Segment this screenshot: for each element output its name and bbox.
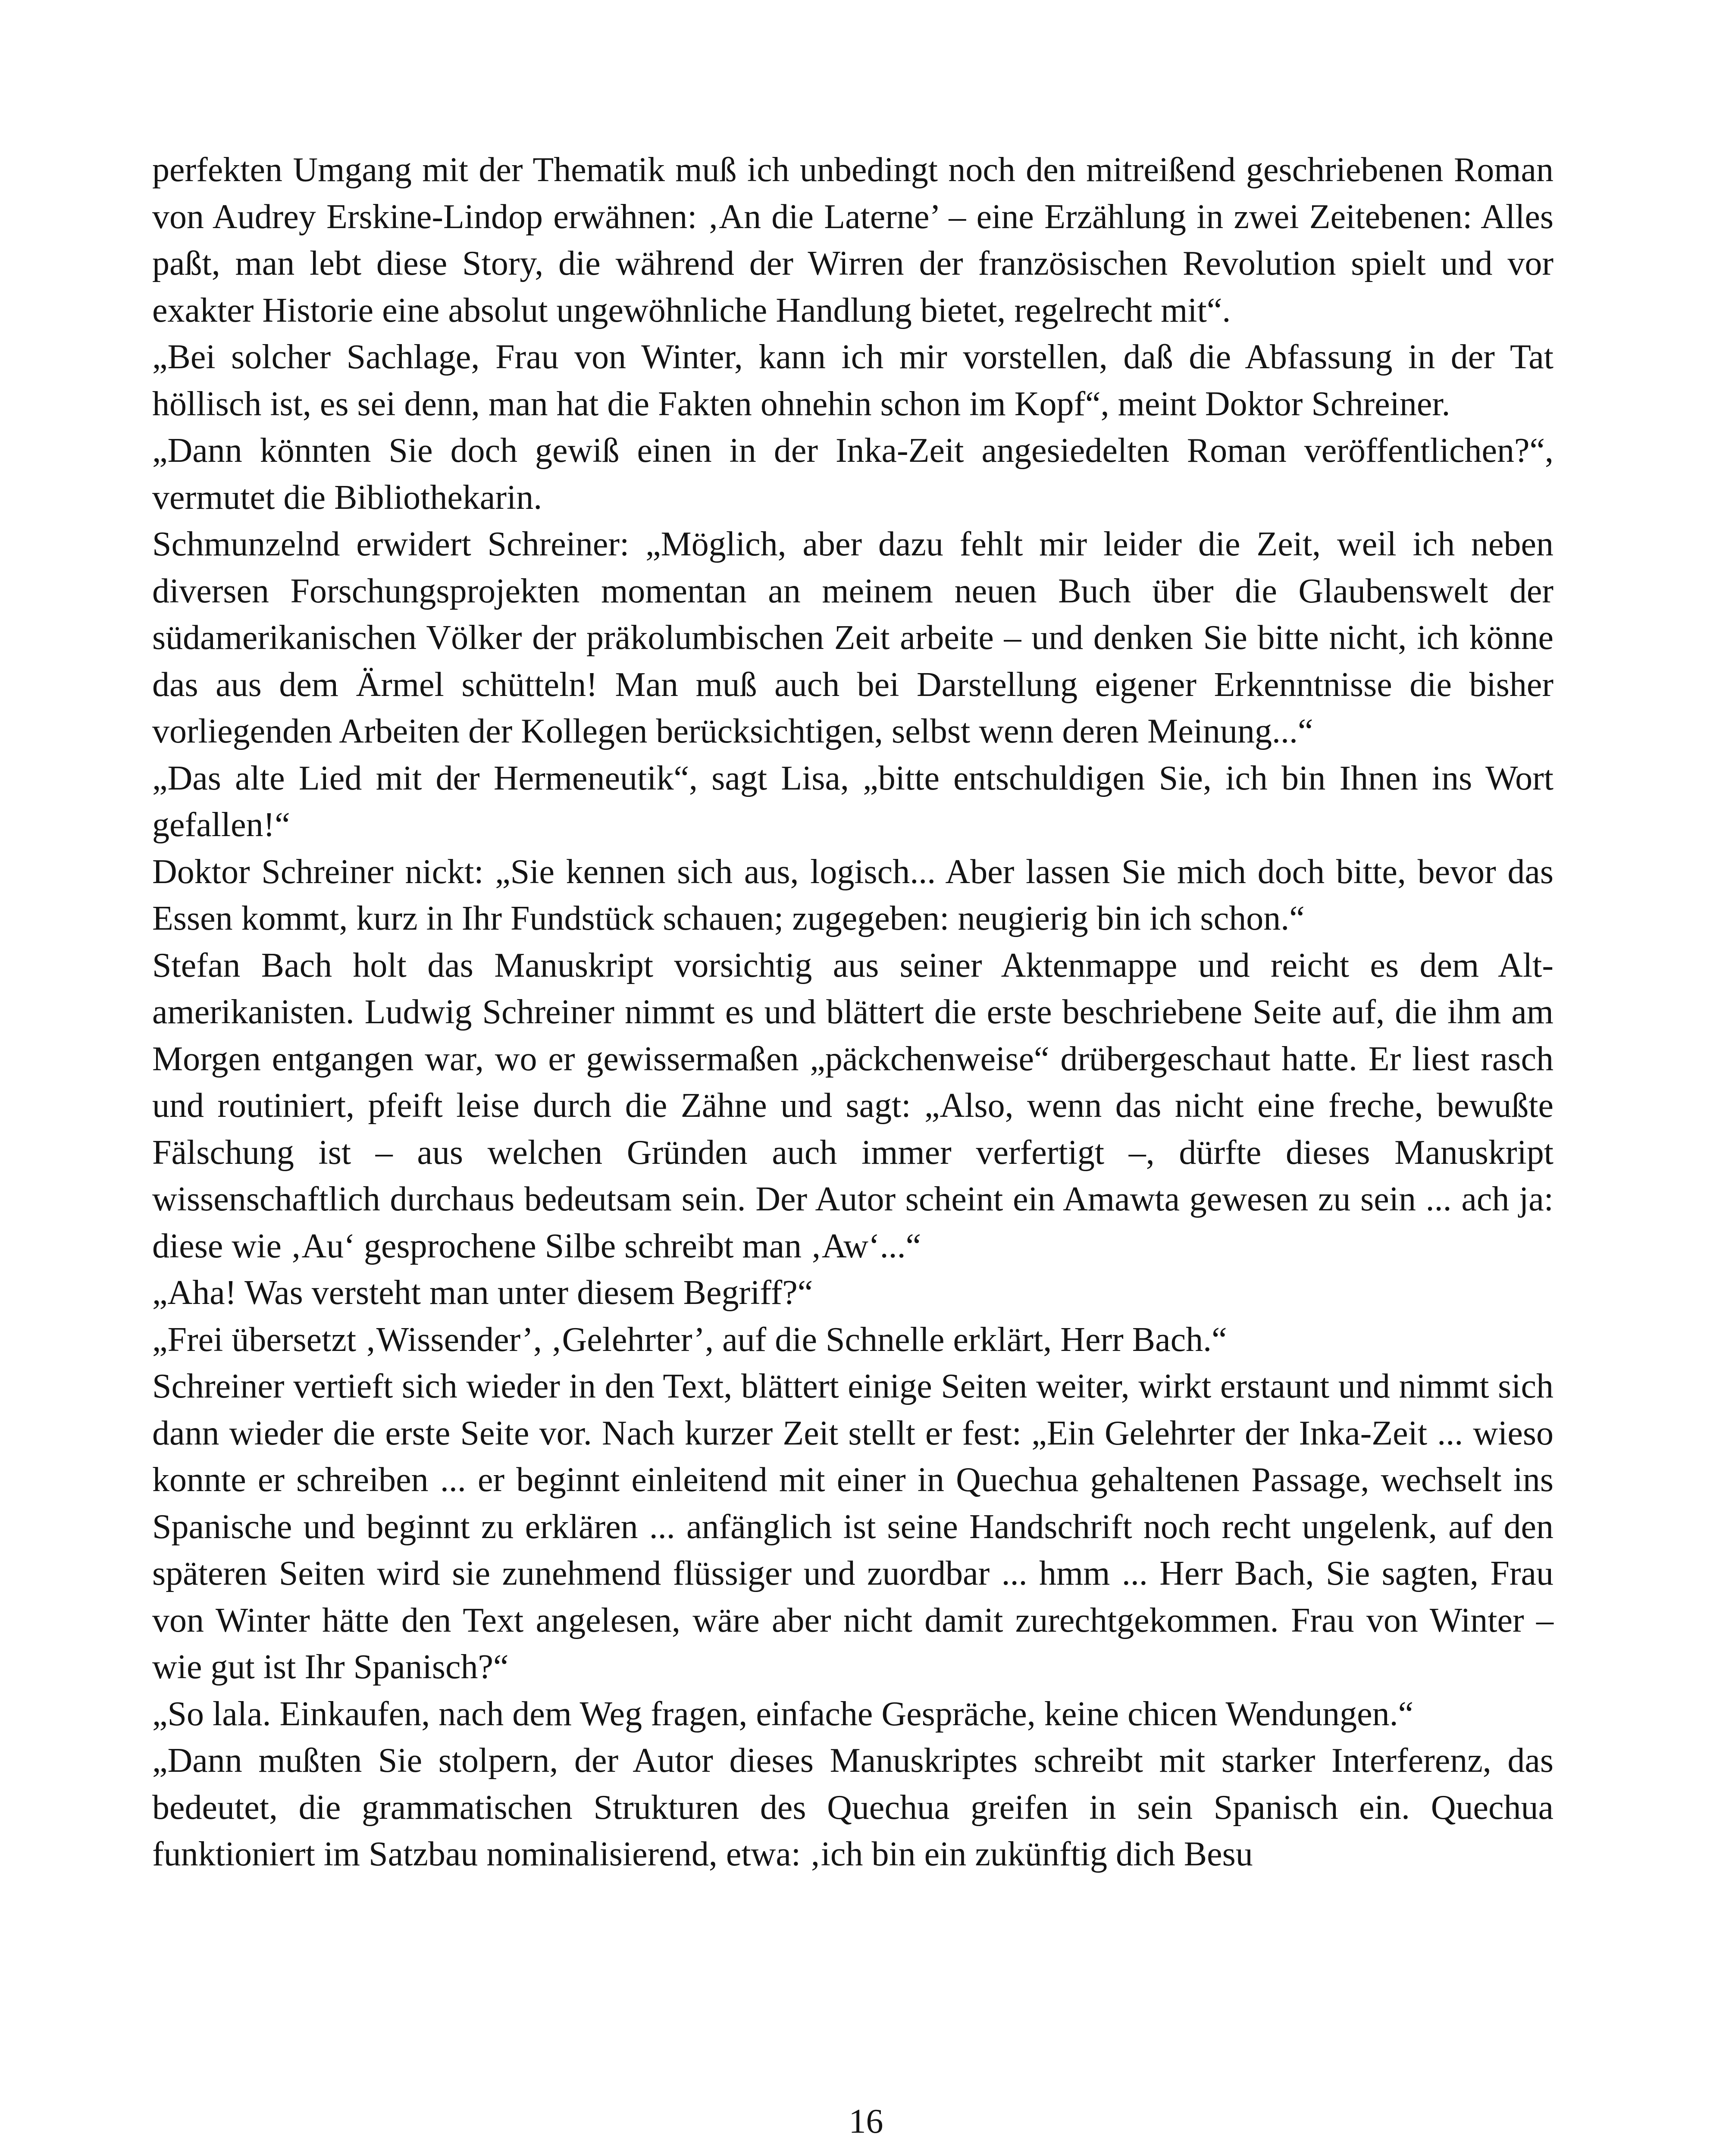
paragraph: „Bei solcher Sachlage, Frau von Winter, kann ich mir vorstellen, daß die Abfassung in der Tat höllisch ist, es sei denn, man hat die Fakten ohnehin schon im Kopf“, meint Doktor Schreiner. [152,338,1553,423]
paragraph: „So lala. Einkaufen, nach dem Weg fragen, einfache Gespräche, keine chicen Wendungen.“ [152,1695,1414,1733]
paragraph: perfekten Umgang mit der Thematik muß ich unbedingt noch den mitreißend geschriebenen Roman von Audrey Erskine-Lindop erwähnen: ‚An die Laterne’ – eine Erzählung in zwei Zeitebenen: Alles paßt, man lebt diese Story, die während der Wirren der französischen Revolution spielt und vor exakter Historie eine absolut ungewöhnliche Handlung bietet, regelrecht mit“. [152,151,1553,329]
paragraph: „Dann mußten Sie stolpern, der Autor dieses Manuskriptes schreibt mit starker Interferenz, das bedeutet, die grammatischen Strukturen des Quechua greifen in sein Spanisch ein. Quechua funktioniert im Satzbau nominalisierend, etwa: ‚ich bin ein zukünftig dich Besu [152,1742,1553,1873]
page-number: 16 [849,2103,883,2140]
paragraph: „Frei übersetzt ‚Wissender’, ‚Gelehrter’, auf die Schnelle erklärt, Herr Bach.“ [152,1320,1227,1359]
paragraph: Stefan Bach holt das Manuskript vorsichtig aus seiner Aktenmappe und reicht es dem Altamerikanisten. Ludwig Schreiner nimmt es und blättert die erste beschriebene Seite auf, die ihm am Morgen entgangen war, wo er gewissermaßen „päckchenweise“ drübergeschaut hatte. Er liest rasch und routiniert, pfeift leise durch die Zähne und sagt: „Also, wenn das nicht eine freche, bewußte Fälschung ist – aus welchen Gründen auch immer verfertigt –, dürfte dieses Manuskript wissenschaftlich durchaus bedeutsam sein. Der Autor scheint ein Amawta gewesen zu sein ... ach ja: diese wie ‚Au‘ gesprochene Silbe schreibt man ‚Aw‘...“ [152,946,1553,1265]
paragraph: „Dann könnten Sie doch gewiß einen in der Inka-Zeit angesiedelten Roman veröffentlichen?“, vermutet die Bibliothekarin. [152,432,1553,517]
paragraph: „Das alte Lied mit der Hermeneutik“, sagt Lisa, „bitte entschuldigen Sie, ich bin Ihnen ins Wort gefallen!“ [152,759,1553,844]
paragraph: Schmunzelnd erwidert Schreiner: „Möglich, aber dazu fehlt mir leider die Zeit, weil ich neben diversen Forschungsprojekten momentan an meinem neuen Buch über die Glaubenswelt der südamerikanischen Völker der präkolumbischen Zeit arbeite – und denken Sie bitte nicht, ich könne das aus dem Ärmel schütteln! Man muß auch bei Darstellung eigener Erkenntnisse die bisher vorliegenden Arbeiten der Kollegen berücksichtigen, selbst wenn deren Meinung...“ [152,525,1553,750]
paragraph: „Aha! Was versteht man unter diesem Begriff?“ [152,1274,813,1312]
paragraph: Doktor Schreiner nickt: „Sie kennen sich aus, logisch... Aber lassen Sie mich doch bitte, bevor das Essen kommt, kurz in Ihr Fundstück schauen; zugegeben: neugierig bin ich schon.“ [152,852,1553,937]
paragraph: Schreiner vertieft sich wieder in den Text, blättert einige Seiten weiter, wirkt erstaunt und nimmt sich dann wieder die erste Seite vor. Nach kurzer Zeit stellt er fest: „Ein Gelehrter der Inka-Zeit ... wieso konnte er schreiben ... er beginnt einleitend mit einer in Quechua gehaltenen Passage, wechselt ins Spanische und beginnt zu erklären ... anfänglich ist seine Handschrift noch recht ungelenk, auf den späteren Seiten wird sie zunehmend flüssiger und zuordbar ... hmm ... Herr Bach, Sie sagten, Frau von Winter hätte den Text angelesen, wäre aber nicht damit zurechtgekommen. Frau von Winter – wie gut ist Ihr Spanisch?“ [152,1367,1553,1686]
page-body [152,147,1553,1878]
